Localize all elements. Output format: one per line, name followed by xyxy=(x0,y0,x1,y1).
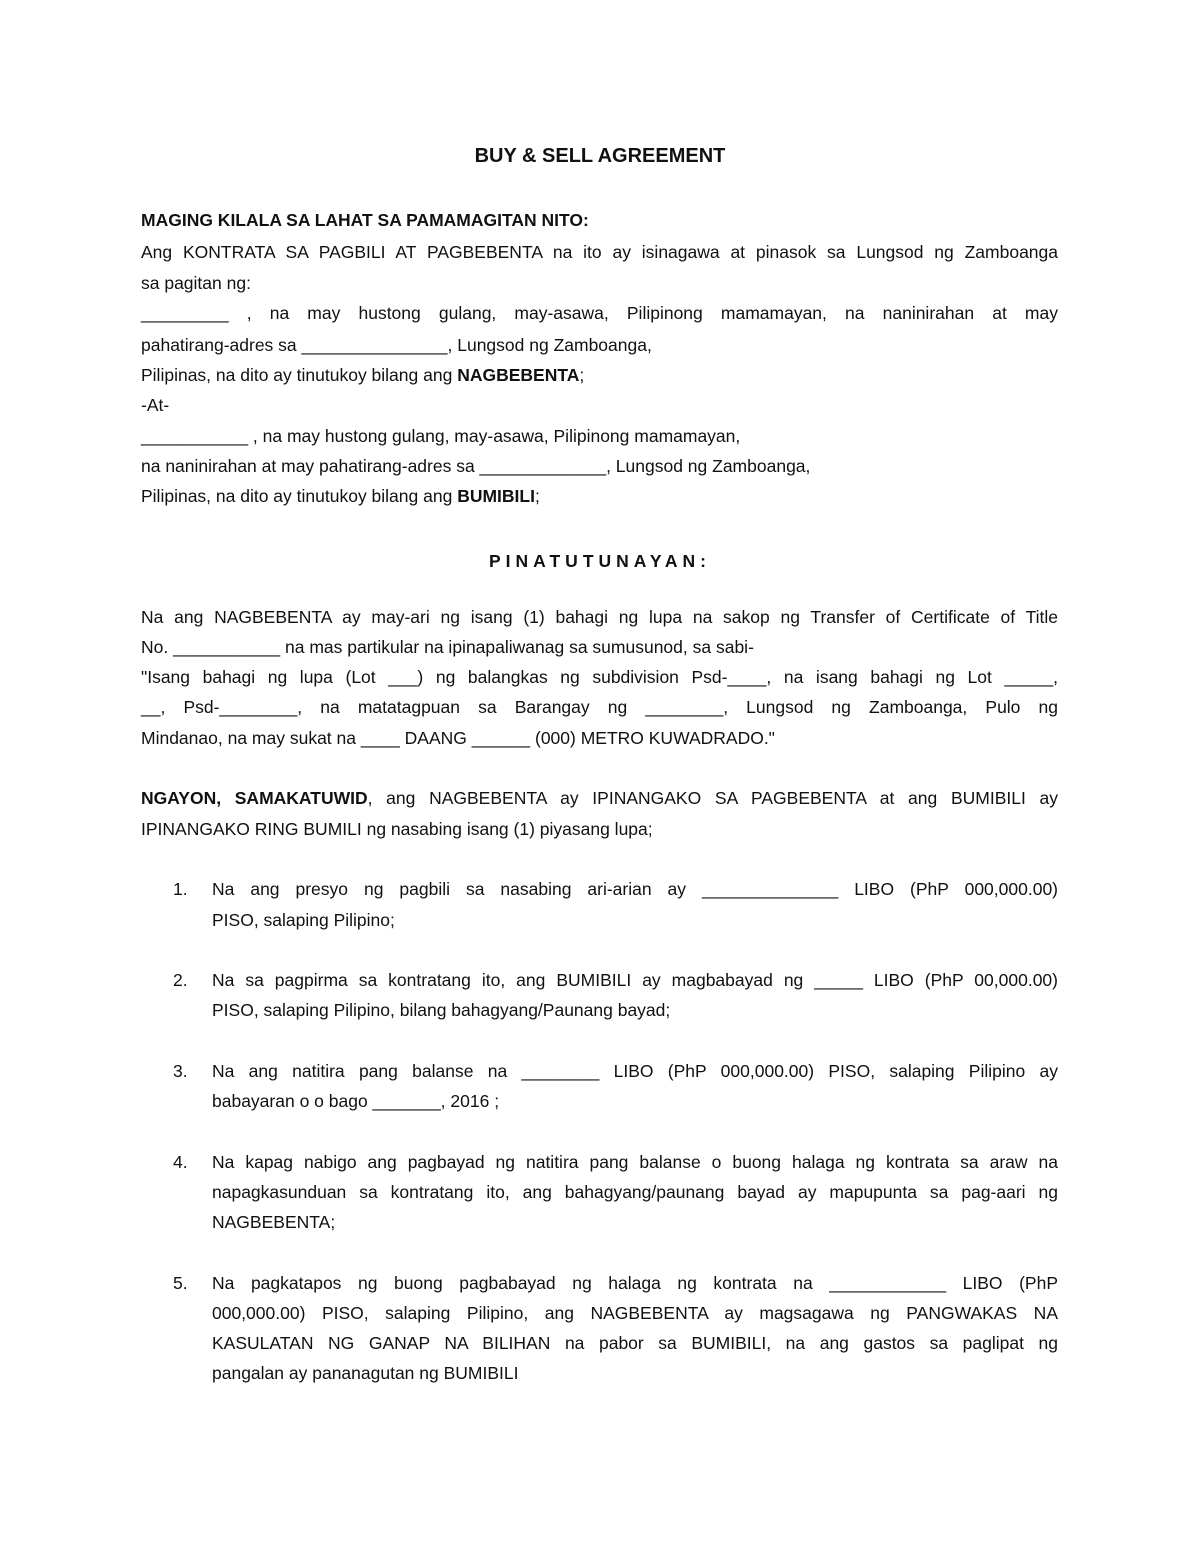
intro-line-4: pahatirang-adres sa _______________, Lungsod ng Zamboanga, xyxy=(141,335,652,355)
item-number: 4. xyxy=(173,1152,188,1172)
intro-line-3: _________ , na may hustong gulang, may-asawa, Pilipinong mamamayan, na naninirahan at may xyxy=(141,303,1058,323)
intro-line-9 xyxy=(141,481,1058,511)
pinatutunayan-heading: PINATUTUNAYAN: xyxy=(488,551,711,571)
intro-line-2: sa pagitan ng: xyxy=(141,273,251,293)
item-4-line-3: NAGBEBENTA; xyxy=(212,1212,336,1232)
item-2-line-2: PISO, salaping Pilipino, bilang bahagyang/Paunang bayad; xyxy=(212,1000,671,1020)
item-number: 5. xyxy=(173,1273,188,1293)
document-title: BUY & SELL AGREEMENT xyxy=(474,145,726,167)
item-number: 3. xyxy=(173,1061,188,1081)
item-number: 1. xyxy=(173,879,188,899)
item-4-line-1: Na kapag nabigo ang pagbayad ng natitira pang balanse o buong halaga ng kontrata sa araw na xyxy=(212,1152,1058,1172)
intro-line-9-text: Pilipinas, na dito ay tinutukoy bilang ang xyxy=(141,486,458,506)
item-number: 2. xyxy=(173,970,188,990)
proof-line-4: __, Psd-________, na matatagpuan sa Barangay ng ________, Lungsod ng Zamboanga, Pulo ng xyxy=(141,697,1058,717)
and-separator: -At- xyxy=(141,395,170,415)
seller-label: NAGBEBENTA xyxy=(457,365,580,385)
item-3-line-1: Na ang natitira pang balanse na ________ LIBO (PhP 000,000.00) PISO, salaping Pilipino ay xyxy=(212,1061,1058,1081)
item-2-line-1: Na sa pagpirma sa kontratang ito, ang BUMIBILI ay magbabayad ng _____ LIBO (PhP 00,000.00) xyxy=(212,970,1058,990)
proof-line-1: Na ang NAGBEBENTA ay may-ari ng isang (1) bahagi ng lupa na sakop ng Transfer of Certificate of Title xyxy=(141,607,1058,627)
item-1-line-2: PISO, salaping Pilipino; xyxy=(212,910,395,930)
intro-line-9-end: ; xyxy=(534,486,540,506)
intro-line-5-text: Pilipinas, na dito ay tinutukoy bilang ang xyxy=(141,365,458,385)
ngayon-line-1 xyxy=(141,783,1058,813)
intro-line-1: Ang KONTRATA SA PAGBILI AT PAGBEBENTA na ito ay isinagawa at pinasok sa Lungsod ng Zamboanga xyxy=(141,242,1058,262)
item-5-line-2: 000,000.00) PISO, salaping Pilipino, ang NAGBEBENTA ay magsagawa ng PANGWAKAS NA xyxy=(212,1303,1058,1323)
intro-line-7: ___________ , na may hustong gulang, may-asawa, Pilipinong mamamayan, xyxy=(141,426,741,446)
intro-line-8: na naninirahan at may pahatirang-adres sa _____________, Lungsod ng Zamboanga, xyxy=(141,456,811,476)
intro-heading: MAGING KILALA SA LAHAT SA PAMAMAGITAN NITO: xyxy=(141,210,589,230)
intro-line-5 xyxy=(141,360,1058,390)
item-5-line-4: pangalan ay pananagutan ng BUMIBILI xyxy=(212,1363,519,1383)
item-5-line-3: KASULATAN NG GANAP NA BILIHAN na pabor sa BUMIBILI, na ang gastos sa paglipat ng xyxy=(212,1333,1058,1353)
intro-line-5-end: ; xyxy=(579,365,585,385)
ngayon-bold: NGAYON, SAMAKATUWID xyxy=(141,788,368,808)
proof-line-2: No. ___________ na mas partikular na ipinapaliwanag sa sumusunod, sa sabi- xyxy=(141,637,754,657)
ngayon-line-1-rest: , ang NAGBEBENTA ay IPINANGAKO SA PAGBEBENTA at ang BUMIBILI ay xyxy=(367,788,1059,808)
item-5-line-1: Na pagkatapos ng buong pagbabayad ng halaga ng kontrata na ____________ LIBO (PhP xyxy=(212,1273,1058,1293)
item-3-line-2: babayaran o o bago _______, 2016 ; xyxy=(212,1091,500,1111)
proof-line-3: "Isang bahagi ng lupa (Lot ___) ng balangkas ng subdivision Psd-____, na isang bahagi ng Lot _____, xyxy=(141,667,1058,687)
item-1-line-1: Na ang presyo ng pagbili sa nasabing ari-arian ay ______________ LIBO (PhP 000,000.00) xyxy=(212,879,1058,899)
buyer-label: BUMIBILI xyxy=(457,486,535,506)
item-4-line-2: napagkasunduan sa kontratang ito, ang bahagyang/paunang bayad ay mapupunta sa pag-aari ng xyxy=(212,1182,1058,1202)
ngayon-line-2: IPINANGAKO RING BUMILI ng nasabing isang (1) piyasang lupa; xyxy=(141,819,653,839)
proof-line-5: Mindanao, na may sukat na ____ DAANG ______ (000) METRO KUWADRADO." xyxy=(141,728,775,748)
